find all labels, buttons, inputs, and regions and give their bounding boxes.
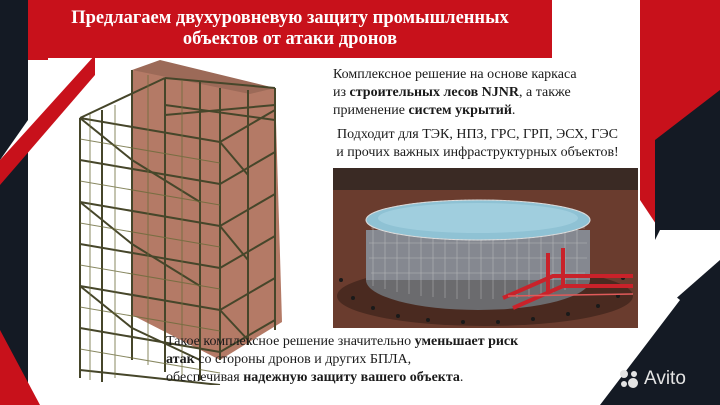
para2-line-2: и прочих важных инфраструктурных объектов! [336,145,619,160]
para3-text: Такое комплексное решение значительно [166,334,415,349]
tank-scaffold-illustration [333,168,638,328]
para3-bold: надежную защиту вашего объекта [243,370,460,385]
para1-text: , а также [519,85,571,100]
para2-line-1: Подходит для ТЭК, НПЗ, ГРС, ГРП, ЭСХ, ГЭС [337,127,618,142]
para3-bold: атак [166,352,195,367]
para1-bold: систем укрытий [408,103,512,118]
para3-text: обеспечивая [166,370,244,385]
avito-watermark [618,368,686,390]
watermark-text: Avito [644,368,686,389]
title-line-1: Предлагаем двухуровневую защиту промышленных [71,8,509,28]
para1-bold: строительных лесов NJNR [349,85,519,100]
para3-bold: уменьшает риск [414,334,519,349]
para3-text: . [459,370,464,385]
slide-title [28,0,552,58]
para3-text: со стороны дронов и других БПЛА, [194,352,412,367]
paragraph-benefit [166,333,606,387]
paragraph-solution [333,66,633,120]
para1-text: Комплексное решение на основе каркаса [333,67,577,82]
paragraph-applications [305,126,650,162]
avito-logo-icon [618,368,640,390]
title-line-2: объектов от атаки дронов [182,29,398,49]
para1-text: применение [333,103,409,118]
para1-text: . [511,103,516,118]
para1-text: из [333,85,350,100]
